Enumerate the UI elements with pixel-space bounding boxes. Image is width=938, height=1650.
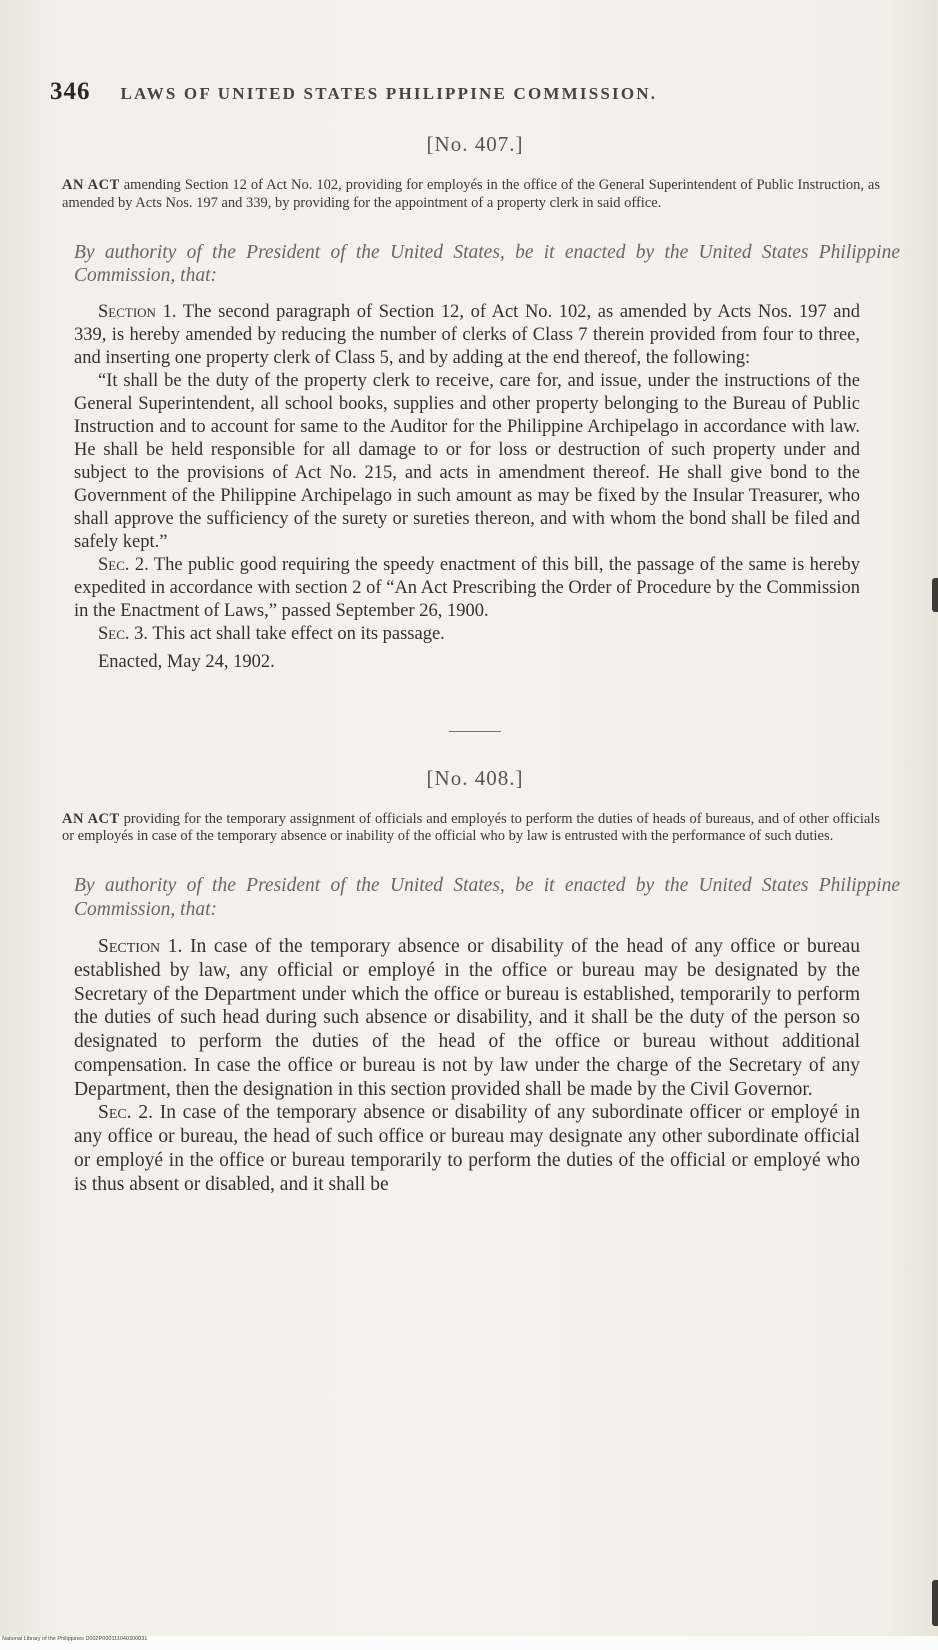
running-title: LAWS OF UNITED STATES PHILIPPINE COMMISSION.: [120, 84, 658, 103]
section-text: “It shall be the duty of the property clerk to receive, care for, and issue, under the instructions of the General Superintendent, all school books, supplies and other property belonging to the Bureau of Public Instruction and to account for same to the Auditor for the Philippine Archipelago in accordance with law. He shall be held responsible for all damage to or for loss or destruction of such property under and subject to the provisions of Act No. 215, and acts in amendment thereof. He shall give bond to the Government of the Philippine Archipelago in such amount as may be fixed by the Insular Treasurer, who shall approve the sufficiency of the surety or sureties thereon, and with whom the bond shall be filed and safely kept.”: [74, 371, 860, 552]
quoted-paragraph: [50, 370, 900, 554]
scan-footer: [0, 1636, 938, 1650]
act-title: [50, 811, 900, 847]
act-title-lead: AN ACT: [62, 810, 120, 827]
section-lead: Section 1.: [98, 302, 177, 323]
section-text: The public good requiring the speedy enactment of this bill, the passage of the same is hereby expedited in accordance with section 2 of “An Act Prescribing the Order of Procedure by the Commission in the Enactment of Laws,” passed September 26, 1900.: [74, 554, 860, 621]
section-divider: [449, 731, 501, 732]
section-text: This act shall take effect on its passage.: [152, 623, 445, 644]
section-lead: Sec. 2.: [98, 554, 149, 575]
act-title: [50, 177, 900, 213]
act-408: [50, 766, 900, 1197]
section-text: In case of the temporary absence or disability of any subordinate officer or employé in any office or bureau, the head of such office or bureau may designate any other subordinate official or employé in the office or bureau temporarily to perform the duties of the official or employé who is thus absent or disabled, and it shall be: [74, 1102, 860, 1195]
page-number: 346: [50, 78, 91, 105]
act-number: [No. 408.]: [426, 765, 524, 790]
section-text: In case of the temporary absence or disability of the head of any office or bureau established by law, any official or employé in the office or bureau may be designated by the Secretary of the Department under which the office or bureau is established, temporarily to perform the duties of such head during such absence or disability, and it shall be the duty of the person so designated to perform the duties of the head of the office or bureau without additional compensation. In case the office or bureau is not by law under the charge of the Secretary of any Department, then the designation in this section provided shall be made by the Civil Governor.: [74, 935, 861, 1100]
act-407: [50, 132, 900, 673]
page-edge-mark: [932, 1580, 938, 1626]
enacted-date: Enacted, May 24, 1902.: [98, 651, 275, 672]
act-title-text: amending Section 12 of Act No. 102, providing for employés in the office of the General Superintendent of Public Instruction, as amended by Acts Nos. 197 and 339, by providing for the appointment of a property clerk in said office.: [62, 177, 881, 211]
section-paragraph: [50, 554, 900, 623]
section-text: The second paragraph of Section 12, of Act No. 102, as amended by Acts Nos. 197 and 339, is hereby amended by reducing the number of clerks of Class 7 therein provided from four to three, and inserting one property clerk of Class 5, and by adding at the end thereof, the following:: [74, 302, 861, 369]
act-title-lead: AN ACT: [62, 177, 120, 193]
enacting-clause: By authority of the President of the United States, be it enacted by the United States Philippine Commission, that:: [74, 875, 900, 920]
enacting-clause: By authority of the President of the United States, be it enacted by the United States Philippine Commission, that:: [74, 241, 900, 287]
act-title-text: providing for the temporary assignment of officials and employés to perform the duties of heads of bureaus, and of other officials or employés in case of the temporary absence or inability of the official who by law is entrusted with the performance of such duties.: [62, 810, 880, 845]
section-lead: Section 1.: [98, 935, 183, 957]
section-paragraph: [50, 623, 900, 646]
page-text: [50, 78, 900, 1197]
section-paragraph: [50, 935, 900, 1101]
section-lead: Sec. 3.: [98, 623, 149, 644]
scan-credit: National Library of the Philippines D002P000111040300031: [2, 1636, 148, 1642]
section-paragraph: [50, 301, 900, 370]
section-paragraph: [50, 1101, 900, 1196]
page-edge-mark: [932, 578, 938, 612]
running-head: [50, 78, 900, 106]
section-lead: Sec. 2.: [98, 1102, 153, 1124]
act-number: [No. 407.]: [426, 132, 524, 156]
